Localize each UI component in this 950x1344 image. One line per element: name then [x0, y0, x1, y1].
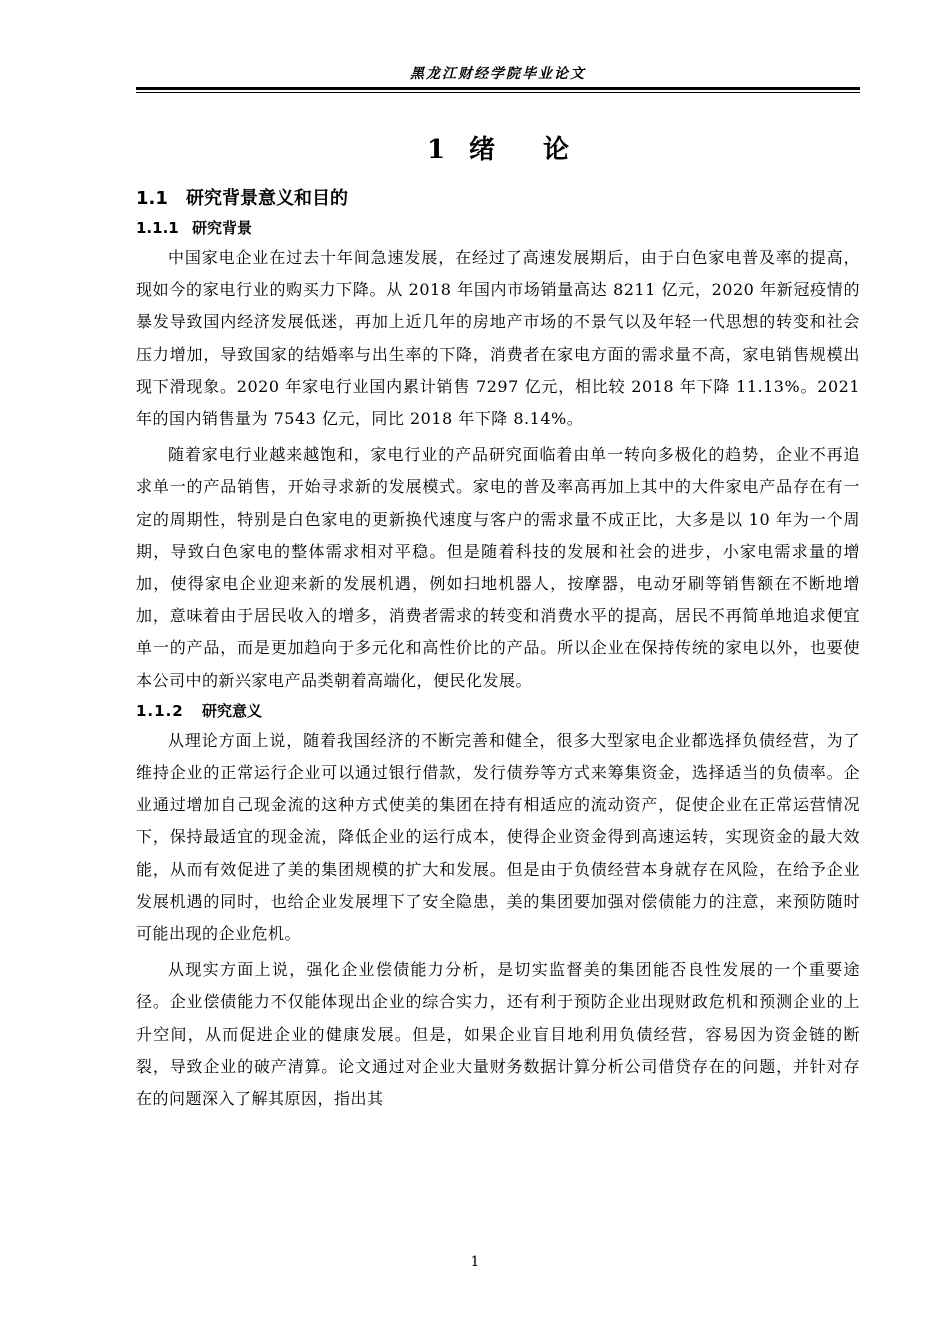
page-content: [136, 128, 860, 1115]
body-paragraph: 中国家电企业在过去十年间急速发展，在经过了高速发展期后，由于白色家电普及率的提高，现如今的家电行业的购买力下降。从 2018 年国内市场销量高达 8211 亿元，2020 年新冠疫情的暴发导致国内经济发展低迷，再加上近几年的房地产市场的不景气以及年轻一代思想的转变和社会压力增加，导致国家的结婚率与出生率的下降，消费者在家电方面的需求量不高，家电销售规模出现下滑现象。2020 年家电行业国内累计销售 7297 亿元，相比较 2018 年下降 11.13%。2021 年的国内销售量为 7543 亿元，同比 2018 年下降 8.14%。: [136, 248, 860, 429]
subsection-heading-1-1-1: [136, 214, 860, 242]
subsection-number: 1.1.2: [136, 701, 184, 720]
section-number: 1.1: [136, 188, 168, 209]
page-number: 1: [470, 1254, 480, 1270]
section-heading-1-1: [136, 184, 860, 214]
chapter-number: 1: [426, 135, 446, 165]
body-paragraph: 从理论方面上说，随着我国经济的不断完善和健全，很多大型家电企业都选择负债经营，为了维持企业的正常运行企业可以通过银行借款，发行债券等方式来筹集资金，选择适当的负债率。企业通过增加自己现金流的这种方式使美的集团在持有相适应的流动资产，促使企业在正常运营情况下，保持最适宜的现金流，降低企业的运行成本，使得企业资金得到高速运转，实现资金的最大效能，从而有效促进了美的集团规模的扩大和发展。但是由于负债经营本身就存在风险，在给予企业发展机遇的同时，也给企业发展埋下了安全隐患，美的集团要加强对偿债能力的注意，来预防随时可能出现的企业危机。: [136, 730, 860, 944]
chapter-title-char-2: 论: [543, 135, 570, 165]
subsection-heading-1-1-2: [136, 697, 860, 725]
subsection-title: 研究背景: [192, 219, 253, 237]
section-title: 研究背景意义和目的: [186, 188, 348, 209]
chapter-title-char-1: 绪: [469, 135, 496, 165]
subsection-title: 研究意义: [202, 701, 263, 720]
chapter-title: [136, 128, 860, 172]
header-rule-thick: [136, 87, 860, 90]
subsection-number: 1.1.1: [136, 219, 179, 237]
body-paragraph: 随着家电行业越来越饱和，家电行业的产品研究面临着由单一转向多极化的趋势，企业不再追求单一的产品销售，开始寻求新的发展模式。家电的普及率高再加上其中的大件家电产品存在有一定的周期性，特别是白色家电的更新换代速度与客户的需求量不成正比，大多是以 10 年为一个周期，导致白色家电的整体需求相对平稳。但是随着科技的发展和社会的进步，小家电需求量的增加，使得家电企业迎来新的发展机遇，例如扫地机器人，按摩器，电动牙刷等销售额在不断地增加，意味着由于居民收入的增多，消费者需求的转变和消费水平的提高，居民不再简单地追求便宜单一的产品，而是更加趋向于多元化和高性价比的产品。所以企业在保持传统的家电以外，也要使本公司中的新兴家电产品类朝着高端化，便民化发展。: [136, 445, 860, 690]
running-header: 黑龙江财经学院毕业论文: [410, 66, 586, 82]
header-rule-thin: [136, 92, 860, 93]
body-paragraph: 从现实方面上说，强化企业偿债能力分析，是切实监督美的集团能否良性发展的一个重要途径。企业偿债能力不仅能体现出企业的综合实力，还有利于预防企业出现财政危机和预测企业的上升空间，从而促进企业的健康发展。但是，如果企业盲目地利用负债经营，容易因为资金链的断裂，导致企业的破产清算。论文通过对企业大量财务数据计算分析公司借贷存在的问题，并针对存在的问题深入了解其原因，指出其: [136, 960, 860, 1109]
